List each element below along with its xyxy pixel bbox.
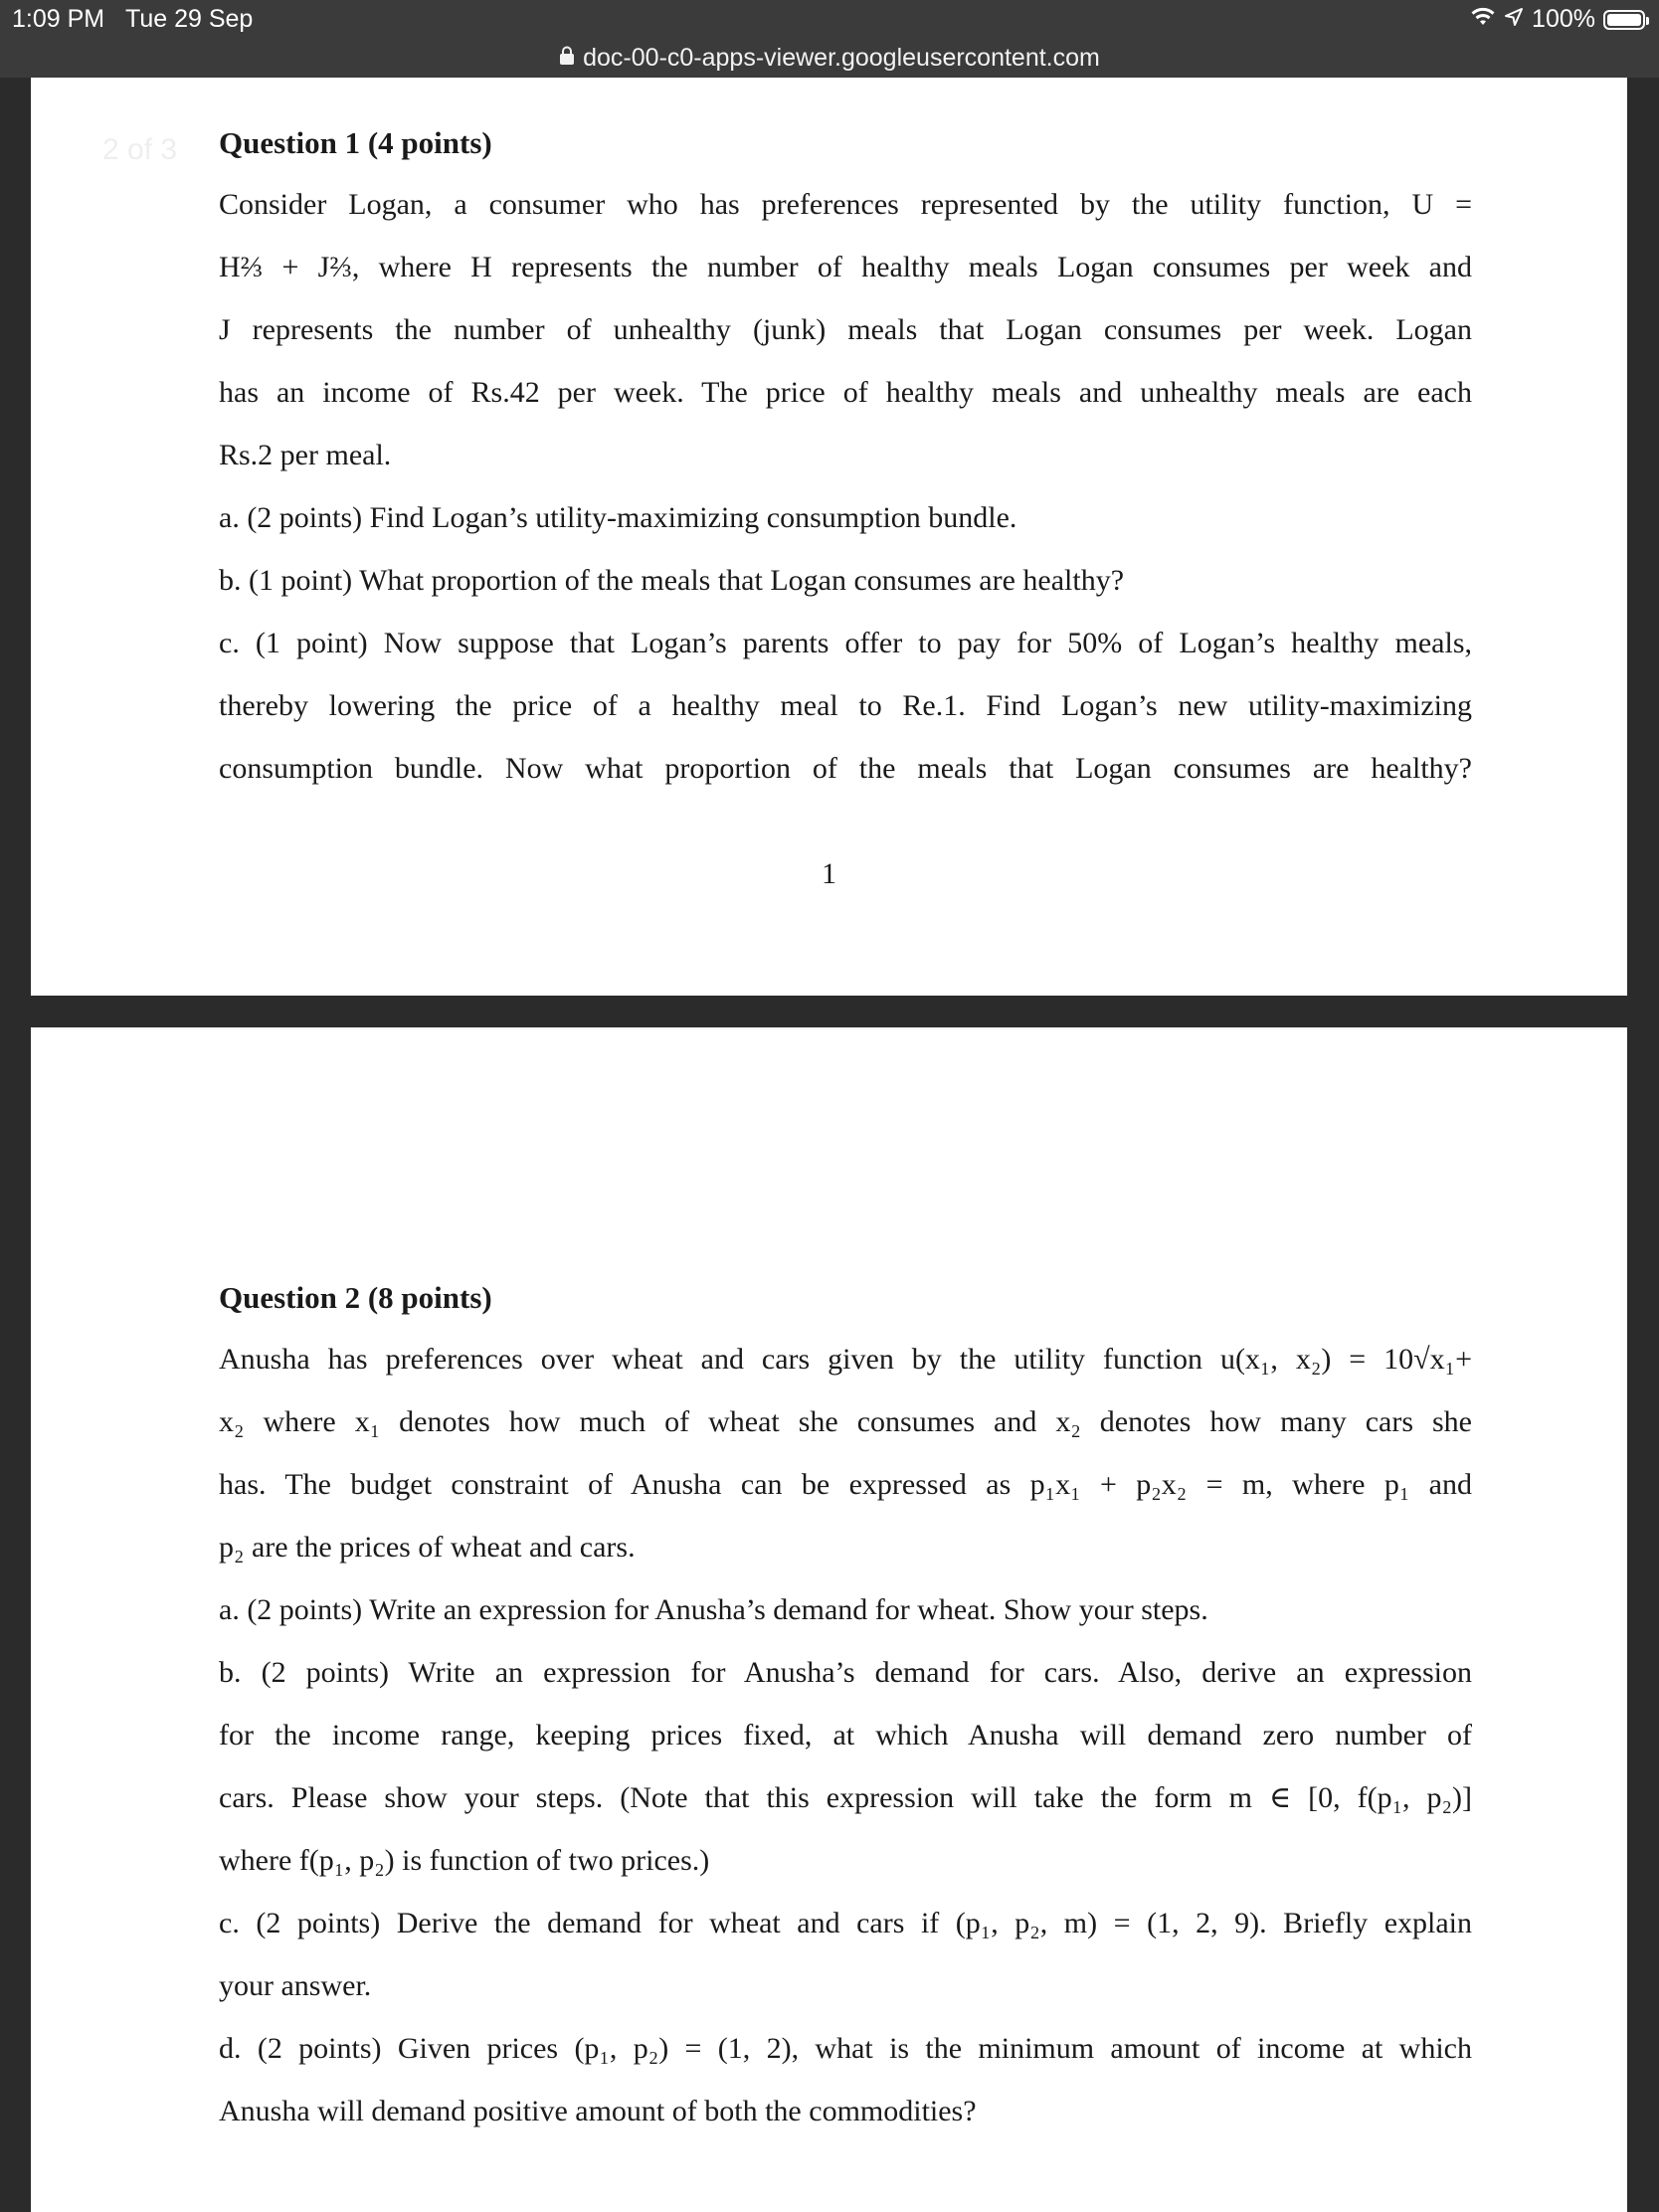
q2-part-a: a. (2 points) Write an expression for Anusha’s demand for wheat. Show your steps. [219,1593,1208,1626]
q2-line: where f(p₁, p₂) is function of two prices.) [219,1844,710,1877]
status-bar [0,0,1659,38]
q2-line: cars. Please show your steps. (Note that this expression will take the form m ∈ [0, f(p₁, p₂)] [219,1781,1472,1814]
url-text[interactable]: doc-00-c0-apps-viewer.googleusercontent.com [583,43,1100,72]
battery-icon [1603,10,1645,30]
q1-part-a: a. (2 points) Find Logan’s utility-maximizing consumption bundle. [219,501,1017,534]
q1-line: H⅔ + J⅔, where H represents the number of healthy meals Logan consumes per week and [219,251,1472,283]
q1-part-c: c. (1 point) Now suppose that Logan’s parents offer to pay for 50% of Logan’s healthy meals, [219,627,1472,659]
question-2 [219,1278,1472,2142]
lock-icon [559,44,575,73]
q1-line: has an income of Rs.42 per week. The price of healthy meals and unhealthy meals are each [219,376,1472,409]
wifi-icon [1470,5,1496,34]
q1-line: thereby lowering the price of a healthy meal to Re.1. Find Logan’s new utility-maximizing [219,689,1472,722]
q2-part-d: d. (2 points) Given prices (p₁, p₂) = (1, 2), what is the minimum amount of income at which [219,2032,1472,2065]
q2-line: Anusha has preferences over wheat and cars given by the utility function u(x₁, x₂) = 10√x₁+ [219,1343,1472,1376]
q2-line: has. The budget constraint of Anusha can be expressed as p₁x₁ + p₂x₂ = m, where p₁ and [219,1468,1472,1501]
status-right [1470,5,1645,34]
question-2-title: Question 2 (8 points) [219,1280,492,1315]
q2-line: for the income range, keeping prices fixed, at which Anusha will demand zero number of [219,1719,1472,1751]
q2-part-c: c. (2 points) Derive the demand for wheat and cars if (p₁, p₂, m) = (1, 2, 9). Briefly explain [219,1907,1472,1939]
q2-part-b: b. (2 points) Write an expression for Anusha’s demand for cars. Also, derive an expression [219,1656,1472,1689]
location-icon [1504,5,1524,34]
q1-line: Rs.2 per meal. [219,439,392,471]
page-number: 1 [822,857,836,890]
page-indicator: 2 of 3 [102,133,178,166]
q1-line: Consider Logan, a consumer who has preferences represented by the utility function, U = [219,188,1472,221]
document-page-1 [31,78,1627,996]
q2-line: x₂ where x₁ denotes how much of wheat she consumes and x₂ denotes how many cars she [219,1405,1472,1438]
q2-line: your answer. [219,1969,372,2002]
q1-part-b: b. (1 point) What proportion of the meals that Logan consumes are healthy? [219,564,1125,597]
battery-percent: 100% [1532,5,1595,33]
q2-line: Anusha will demand positive amount of both the commodities? [219,2095,977,2127]
question-1 [219,123,1472,800]
question-1-title: Question 1 (4 points) [219,125,492,160]
q1-line: J represents the number of unhealthy (junk) meals that Logan consumes per week. Logan [219,313,1472,346]
q1-line: consumption bundle. Now what proportion of the meals that Logan consumes are healthy? [219,752,1472,785]
url-bar[interactable] [0,38,1659,78]
document-page-2 [31,1027,1627,2212]
status-time: 1:09 PM [12,5,105,33]
status-date: Tue 29 Sep [125,5,254,33]
q2-line: p₂ are the prices of wheat and cars. [219,1531,636,1564]
